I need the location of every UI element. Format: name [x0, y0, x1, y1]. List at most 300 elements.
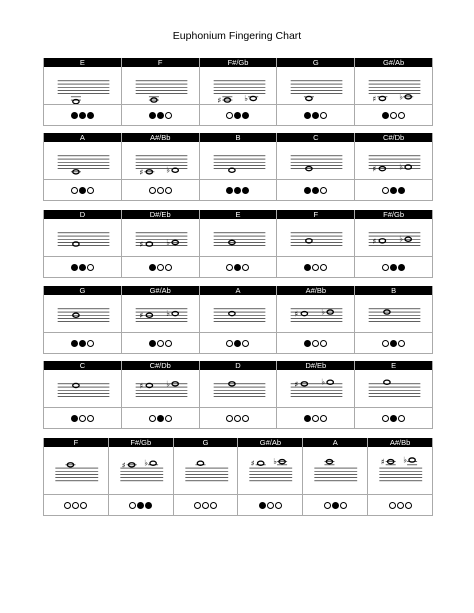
- staff: [277, 142, 354, 180]
- sharp-icon: ♯: [372, 236, 377, 246]
- valve-indicators: [122, 180, 199, 200]
- staff-notation: [44, 370, 120, 407]
- flat-icon: ♭: [166, 379, 170, 389]
- sharp-icon: ♯: [121, 460, 126, 470]
- valve-open-icon: [157, 187, 164, 194]
- note-name: G#/Ab: [122, 286, 199, 295]
- note-head: [250, 96, 256, 100]
- valve-open-icon: [87, 340, 94, 347]
- valve-pressed-icon: [137, 502, 144, 509]
- sharp-icon: ♯: [380, 457, 385, 467]
- staff-notation: [122, 142, 198, 179]
- note-cell: [355, 361, 433, 429]
- note-head: [409, 458, 415, 462]
- valve-open-icon: [234, 415, 241, 422]
- valve-indicators: [277, 257, 354, 277]
- staff: [277, 370, 354, 408]
- note-cell: [44, 438, 109, 516]
- valve-pressed-icon: [79, 112, 86, 119]
- valve-open-icon: [165, 264, 172, 271]
- valve-open-icon: [312, 264, 319, 271]
- valve-pressed-icon: [390, 264, 397, 271]
- note-cell: [200, 361, 278, 429]
- staff-notation: [368, 447, 431, 494]
- valve-pressed-icon: [149, 112, 156, 119]
- valve-pressed-icon: [332, 502, 339, 509]
- valve-indicators: [122, 333, 199, 353]
- note-name: G: [174, 438, 238, 447]
- valve-open-icon: [242, 264, 249, 271]
- valve-pressed-icon: [259, 502, 266, 509]
- valve-indicators: [277, 333, 354, 353]
- staff-notation: [122, 370, 198, 407]
- flat-icon: ♭: [144, 458, 148, 468]
- valve-pressed-icon: [71, 415, 78, 422]
- note-name: B: [200, 133, 277, 142]
- staff: [277, 67, 354, 105]
- note-cell: [277, 58, 355, 126]
- valve-open-icon: [226, 264, 233, 271]
- valve-open-icon: [267, 502, 274, 509]
- valve-pressed-icon: [87, 112, 94, 119]
- note-name: D: [200, 361, 277, 370]
- staff: [355, 370, 432, 408]
- valve-open-icon: [165, 340, 172, 347]
- note-name: G#/Ab: [238, 438, 302, 447]
- valve-open-icon: [320, 264, 327, 271]
- staff: [122, 67, 199, 105]
- note-name: F#/Gb: [109, 438, 173, 447]
- staff-notation: [200, 67, 276, 104]
- note-name: F: [277, 210, 354, 219]
- valve-pressed-icon: [79, 340, 86, 347]
- valve-pressed-icon: [382, 112, 389, 119]
- fingering-section: [43, 438, 433, 516]
- note-name: A: [303, 438, 367, 447]
- valve-open-icon: [320, 112, 327, 119]
- staff: [200, 219, 277, 257]
- valve-indicators: [44, 495, 108, 515]
- note-name: C#/Db: [355, 133, 432, 142]
- valve-indicators: [355, 408, 432, 428]
- valve-open-icon: [382, 415, 389, 422]
- valve-open-icon: [320, 187, 327, 194]
- valve-indicators: [122, 257, 199, 277]
- valve-indicators: [122, 408, 199, 428]
- valve-indicators: [109, 495, 173, 515]
- note-cell: [44, 361, 122, 429]
- note-name: E: [355, 361, 432, 370]
- valve-open-icon: [405, 502, 412, 509]
- note-name: G#/Ab: [355, 58, 432, 67]
- valve-open-icon: [129, 502, 136, 509]
- staff-notation: [44, 142, 120, 179]
- fingering-section: [43, 133, 433, 201]
- staff-notation: [122, 295, 198, 332]
- note-head: [306, 96, 312, 100]
- note-head: [150, 461, 156, 465]
- note-name: B: [355, 286, 432, 295]
- staff: [355, 142, 432, 180]
- valve-open-icon: [242, 415, 249, 422]
- staff: [44, 142, 121, 180]
- note-head: [197, 461, 203, 465]
- valve-open-icon: [202, 502, 209, 509]
- valve-pressed-icon: [71, 264, 78, 271]
- staff: [355, 295, 432, 333]
- note-name: D: [44, 210, 121, 219]
- note-cell: [355, 133, 433, 201]
- valve-indicators: [355, 105, 432, 125]
- valve-open-icon: [320, 340, 327, 347]
- note-cell: [200, 210, 278, 278]
- valve-pressed-icon: [304, 112, 311, 119]
- valve-pressed-icon: [145, 502, 152, 509]
- staff: [122, 370, 199, 408]
- note-cell: [44, 58, 122, 126]
- note-head: [384, 380, 390, 384]
- valve-indicators: [200, 333, 277, 353]
- staff: [355, 219, 432, 257]
- valve-pressed-icon: [234, 264, 241, 271]
- valve-indicators: [355, 333, 432, 353]
- valve-indicators: [44, 333, 121, 353]
- staff: [44, 447, 108, 495]
- valve-pressed-icon: [304, 264, 311, 271]
- sharp-icon: ♯: [372, 94, 377, 104]
- valve-open-icon: [165, 415, 172, 422]
- valve-open-icon: [194, 502, 201, 509]
- staff-notation: [238, 447, 301, 494]
- sharp-icon: ♯: [294, 379, 299, 389]
- staff: [122, 295, 199, 333]
- valve-indicators: [44, 180, 121, 200]
- valve-pressed-icon: [390, 340, 397, 347]
- staff: [200, 295, 277, 333]
- staff: [44, 295, 121, 333]
- valve-pressed-icon: [312, 187, 319, 194]
- valve-open-icon: [382, 264, 389, 271]
- valve-indicators: [368, 495, 432, 515]
- staff: [44, 219, 121, 257]
- staff-notation: [355, 219, 431, 256]
- staff: [355, 67, 432, 105]
- valve-open-icon: [382, 187, 389, 194]
- valve-open-icon: [390, 112, 397, 119]
- valve-open-icon: [71, 187, 78, 194]
- note-cell: [238, 438, 303, 516]
- staff: [44, 67, 121, 105]
- note-cell: [277, 210, 355, 278]
- valve-open-icon: [226, 340, 233, 347]
- valve-open-icon: [242, 340, 249, 347]
- page-title: Euphonium Fingering Chart: [172, 30, 302, 42]
- note-cell: [355, 286, 433, 354]
- fingering-section: [43, 361, 433, 429]
- note-name: C#/Db: [122, 361, 199, 370]
- note-name: F: [44, 438, 108, 447]
- valve-pressed-icon: [304, 340, 311, 347]
- staff: [109, 447, 173, 495]
- staff-notation: [200, 295, 276, 332]
- note-cell: [122, 361, 200, 429]
- sharp-icon: ♯: [294, 309, 299, 319]
- staff-notation: [277, 295, 353, 332]
- valve-indicators: [355, 257, 432, 277]
- staff: [277, 219, 354, 257]
- valve-pressed-icon: [398, 187, 405, 194]
- staff: [122, 142, 199, 180]
- note-head: [146, 383, 152, 387]
- valve-open-icon: [226, 112, 233, 119]
- valve-pressed-icon: [390, 187, 397, 194]
- sharp-icon: ♯: [217, 96, 221, 104]
- valve-open-icon: [226, 415, 233, 422]
- staff-notation: [44, 219, 120, 256]
- note-head: [172, 312, 178, 316]
- staff-notation: [355, 370, 431, 407]
- flat-icon: ♭: [399, 234, 404, 244]
- staff: [174, 447, 238, 495]
- staff: [200, 142, 277, 180]
- note-name: F#/Gb: [200, 58, 277, 67]
- staff-notation: [277, 219, 353, 256]
- valve-indicators: [355, 180, 432, 200]
- valve-pressed-icon: [79, 264, 86, 271]
- sharp-icon: ♯: [139, 167, 144, 177]
- staff-notation: [277, 142, 353, 179]
- staff-notation: [355, 142, 431, 179]
- staff: [303, 447, 367, 495]
- note-name: D#/Eb: [277, 361, 354, 370]
- staff-notation: [200, 219, 276, 256]
- valve-indicators: [200, 180, 277, 200]
- note-head: [379, 96, 385, 100]
- staff: [277, 295, 354, 333]
- staff-notation: [122, 67, 198, 104]
- note-cell: [355, 210, 433, 278]
- flat-icon: ♭: [403, 455, 408, 465]
- valve-open-icon: [320, 415, 327, 422]
- note-name: C: [277, 133, 354, 142]
- sharp-icon: ♯: [251, 459, 256, 469]
- note-head: [73, 100, 79, 104]
- valve-open-icon: [157, 340, 164, 347]
- note-cell: [109, 438, 174, 516]
- note-cell: [122, 286, 200, 354]
- valve-pressed-icon: [398, 264, 405, 271]
- note-cell: [44, 210, 122, 278]
- staff: [200, 370, 277, 408]
- note-name: E: [44, 58, 121, 67]
- flat-icon: ♭: [166, 165, 170, 175]
- sharp-icon: ♯: [139, 311, 144, 321]
- note-head: [258, 461, 264, 465]
- valve-open-icon: [87, 415, 94, 422]
- valve-open-icon: [64, 502, 71, 509]
- staff-notation: [44, 295, 120, 332]
- note-head: [327, 380, 333, 384]
- fingering-section: [43, 58, 433, 126]
- staff-notation: [44, 67, 120, 104]
- staff-notation: [200, 142, 276, 179]
- note-cell: [368, 438, 433, 516]
- valve-indicators: [200, 105, 277, 125]
- valve-pressed-icon: [242, 187, 249, 194]
- fingering-section: [43, 210, 433, 278]
- valve-open-icon: [324, 502, 331, 509]
- valve-open-icon: [210, 502, 217, 509]
- staff: [200, 67, 277, 105]
- valve-pressed-icon: [157, 415, 164, 422]
- note-cell: [200, 58, 278, 126]
- note-head: [302, 312, 308, 316]
- valve-pressed-icon: [304, 187, 311, 194]
- staff-notation: [174, 447, 237, 494]
- note-cell: [355, 58, 433, 126]
- valve-pressed-icon: [79, 187, 86, 194]
- valve-pressed-icon: [71, 340, 78, 347]
- note-name: E: [200, 210, 277, 219]
- note-cell: [174, 438, 239, 516]
- valve-indicators: [174, 495, 238, 515]
- note-name: F: [122, 58, 199, 67]
- valve-open-icon: [389, 502, 396, 509]
- staff-notation: [109, 447, 172, 494]
- note-head: [146, 242, 152, 246]
- staff-notation: [277, 370, 353, 407]
- valve-pressed-icon: [242, 112, 249, 119]
- valve-open-icon: [398, 340, 405, 347]
- flat-icon: ♭: [166, 309, 170, 319]
- valve-pressed-icon: [149, 264, 156, 271]
- flat-icon: ♭: [273, 457, 278, 467]
- valve-pressed-icon: [234, 187, 241, 194]
- valve-pressed-icon: [71, 112, 78, 119]
- staff-notation: [44, 447, 107, 494]
- valve-open-icon: [275, 502, 282, 509]
- note-head: [306, 239, 312, 243]
- note-name: A: [200, 286, 277, 295]
- note-name: G: [277, 58, 354, 67]
- note-name: C: [44, 361, 121, 370]
- valve-open-icon: [312, 340, 319, 347]
- valve-open-icon: [340, 502, 347, 509]
- valve-indicators: [277, 105, 354, 125]
- valve-indicators: [44, 408, 121, 428]
- staff: [44, 370, 121, 408]
- note-cell: [44, 286, 122, 354]
- valve-open-icon: [398, 112, 405, 119]
- valve-indicators: [238, 495, 302, 515]
- staff-notation: [277, 67, 353, 104]
- note-cell: [303, 438, 368, 516]
- fingering-section: [43, 286, 433, 354]
- note-cell: [44, 133, 122, 201]
- valve-open-icon: [312, 415, 319, 422]
- note-cell: [277, 133, 355, 201]
- staff: [122, 219, 199, 257]
- valve-pressed-icon: [312, 112, 319, 119]
- valve-indicators: [277, 408, 354, 428]
- valve-pressed-icon: [149, 340, 156, 347]
- valve-pressed-icon: [234, 340, 241, 347]
- valve-open-icon: [382, 340, 389, 347]
- note-cell: [277, 361, 355, 429]
- valve-open-icon: [80, 502, 87, 509]
- valve-open-icon: [79, 415, 86, 422]
- note-head: [228, 312, 234, 316]
- note-cell: [200, 286, 278, 354]
- sharp-icon: ♯: [139, 381, 144, 391]
- note-cell: [122, 58, 200, 126]
- note-cell: [277, 286, 355, 354]
- flat-icon: ♭: [321, 377, 326, 387]
- note-name: F#/Gb: [355, 210, 432, 219]
- valve-indicators: [200, 257, 277, 277]
- flat-icon: ♭: [399, 162, 404, 172]
- note-head: [405, 165, 411, 169]
- note-name: G: [44, 286, 121, 295]
- note-name: D#/Eb: [122, 210, 199, 219]
- note-head: [228, 168, 234, 172]
- staff-notation: [355, 67, 431, 104]
- note-name: A#/Bb: [122, 133, 199, 142]
- valve-open-icon: [149, 187, 156, 194]
- valve-indicators: [303, 495, 367, 515]
- valve-open-icon: [87, 264, 94, 271]
- note-cell: [122, 210, 200, 278]
- valve-open-icon: [149, 415, 156, 422]
- valve-indicators: [44, 257, 121, 277]
- valve-pressed-icon: [234, 112, 241, 119]
- staff-notation: [122, 219, 198, 256]
- flat-icon: ♭: [399, 92, 404, 102]
- note-name: A#/Bb: [277, 286, 354, 295]
- valve-open-icon: [157, 264, 164, 271]
- staff: [368, 447, 432, 495]
- valve-pressed-icon: [304, 415, 311, 422]
- valve-indicators: [200, 408, 277, 428]
- valve-open-icon: [72, 502, 79, 509]
- note-head: [172, 168, 178, 172]
- staff-notation: [303, 447, 366, 494]
- valve-indicators: [277, 180, 354, 200]
- staff: [238, 447, 302, 495]
- staff-notation: [355, 295, 431, 332]
- valve-open-icon: [397, 502, 404, 509]
- note-cell: [200, 133, 278, 201]
- flat-icon: ♭: [166, 237, 170, 247]
- valve-indicators: [44, 105, 121, 125]
- note-head: [73, 383, 79, 387]
- note-name: A#/Bb: [368, 438, 432, 447]
- valve-open-icon: [165, 187, 172, 194]
- valve-indicators: [122, 105, 199, 125]
- sharp-icon: ♯: [372, 164, 377, 174]
- valve-open-icon: [165, 112, 172, 119]
- valve-open-icon: [87, 187, 94, 194]
- staff-notation: [200, 370, 276, 407]
- note-name: A: [44, 133, 121, 142]
- valve-pressed-icon: [157, 112, 164, 119]
- flat-icon: ♭: [321, 307, 326, 317]
- flat-icon: ♭: [243, 93, 248, 103]
- valve-pressed-icon: [226, 187, 233, 194]
- valve-pressed-icon: [390, 415, 397, 422]
- note-head: [73, 242, 79, 246]
- note-head: [379, 239, 385, 243]
